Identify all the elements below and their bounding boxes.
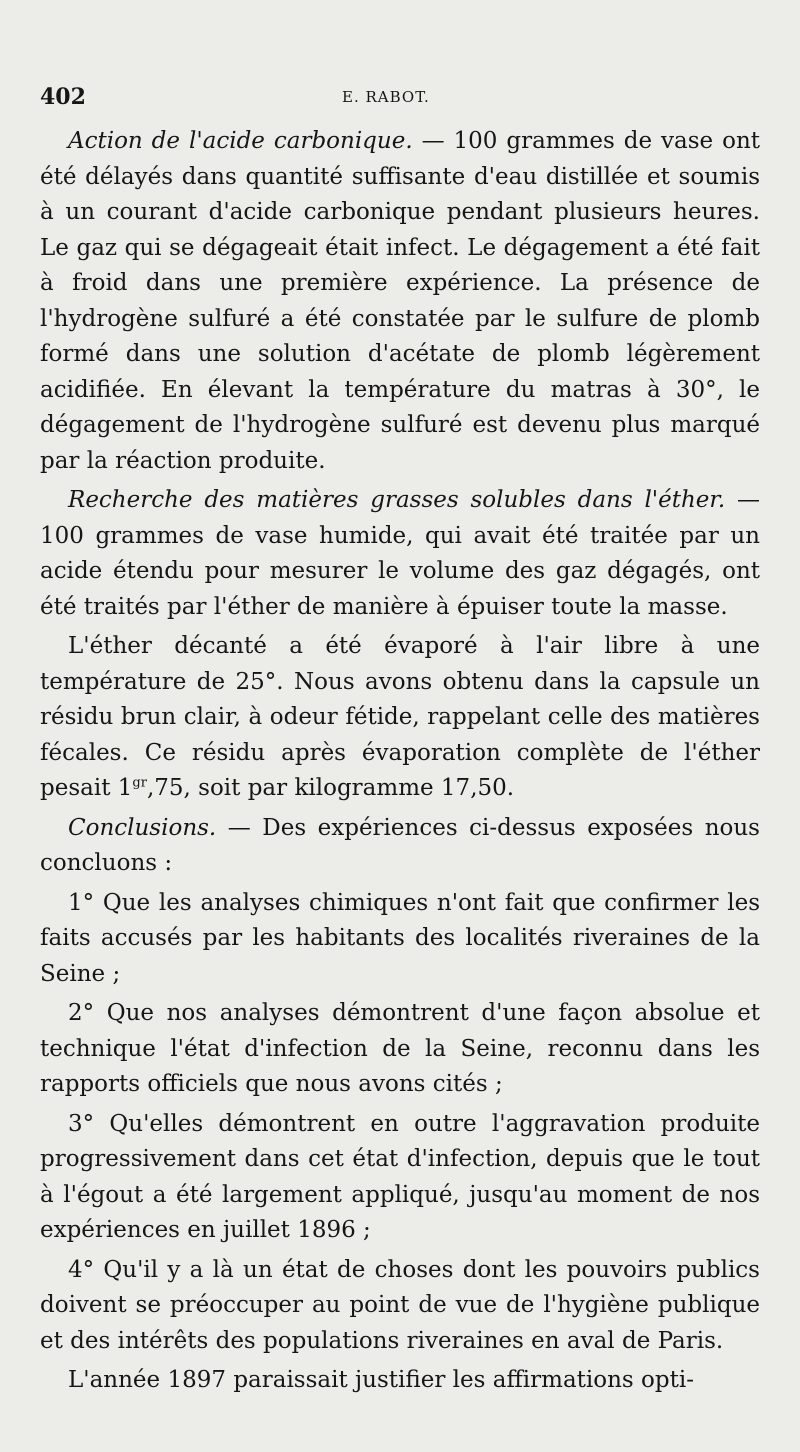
paragraph-text: — 100 grammes de vase ont été délayés dans quantité suffisante d'eau distillée et soumis à un courant d'acide carbonique pendant plusieurs heures. Le gaz qui se dégageait était infect. Le dégagement a été fait à froid dans une première expérience. La présence de l'hydrogène sulfuré a été constatée par le sulfure de plomb formé dans une solution d'acétate de plomb légèrement acidifiée. En élevant la température du matras à 30°, le dégagement de l'hydrogène sulfuré est devenu plus marqué par la réaction produite. bbox=[40, 128, 760, 474]
gram-superscript: gr bbox=[132, 775, 147, 791]
paragraph-text: 4° Qu'il y a là un état de choses dont les pouvoirs publics doivent se préoccuper au point de vue de l'hygiène publique et des intérêts des populations riveraines en aval de Paris. bbox=[40, 1256, 760, 1354]
paragraph-text: 3° Qu'elles démontrent en outre l'aggravation produite progressivement dans cet état d'infection, depuis que le tout à l'égout a été largement appliqué, jusqu'au moment de nos expériences en juillet 1896 ; bbox=[40, 1110, 760, 1243]
body-text bbox=[40, 124, 760, 1399]
paragraph-text: — Des expériences ci-dessus exposées nous concluons : bbox=[40, 814, 760, 876]
paragraph-year-1897 bbox=[40, 1363, 760, 1399]
conclusion-item-4 bbox=[40, 1253, 760, 1360]
running-head: E. RABOT. bbox=[342, 88, 430, 106]
paragraph-conclusions bbox=[40, 811, 760, 882]
section-lead-fatty-matter: Recherche des matières grasses solubles dans l'éther. bbox=[68, 487, 726, 513]
paragraph-text: 2° Que nos analyses démontrent d'une façon absolue et technique l'état d'infection de la Seine, reconnu dans les rapports officiels que nous avons cités ; bbox=[40, 1000, 760, 1097]
paragraph-text: 1° Que les analyses chimiques n'ont fait que confirmer les faits accusés par les habitants des localités riveraines de la Seine ; bbox=[40, 889, 760, 987]
paragraph-ether-residue bbox=[40, 629, 760, 807]
section-lead-carbonic-acid: Action de l'acide carbonique. bbox=[68, 128, 413, 154]
paragraph-text: — 100 grammes de vase humide, qui avait été traitée par un acide étendu pour mesurer le volume des gaz dégagés, ont été traités par l'éther de manière à épuiser toute la masse. bbox=[40, 487, 761, 620]
conclusion-item-2 bbox=[40, 996, 760, 1103]
conclusion-item-1 bbox=[40, 886, 760, 993]
paragraph-text: L'éther décanté a été évaporé à l'air libre à une température de 25°. Nous avons obtenu dans la capsule un résidu brun clair, à odeur fétide, rappelant celle des matières fécales. Ce résidu après évaporation complète de l'éther pesait 1 bbox=[40, 633, 760, 801]
paragraph-text: L'année 1897 paraissait justifier les affirmations opti- bbox=[68, 1367, 694, 1393]
section-lead-conclusions: Conclusions. bbox=[68, 814, 217, 841]
paragraph-text-tail: ,75, soit par kilogramme 17,50. bbox=[146, 775, 515, 801]
paragraph-fatty-matter bbox=[40, 483, 760, 625]
paragraph-carbonic-acid bbox=[40, 124, 760, 479]
page-number: 402 bbox=[40, 84, 86, 110]
page-header bbox=[40, 84, 760, 114]
conclusion-item-3 bbox=[40, 1107, 760, 1249]
